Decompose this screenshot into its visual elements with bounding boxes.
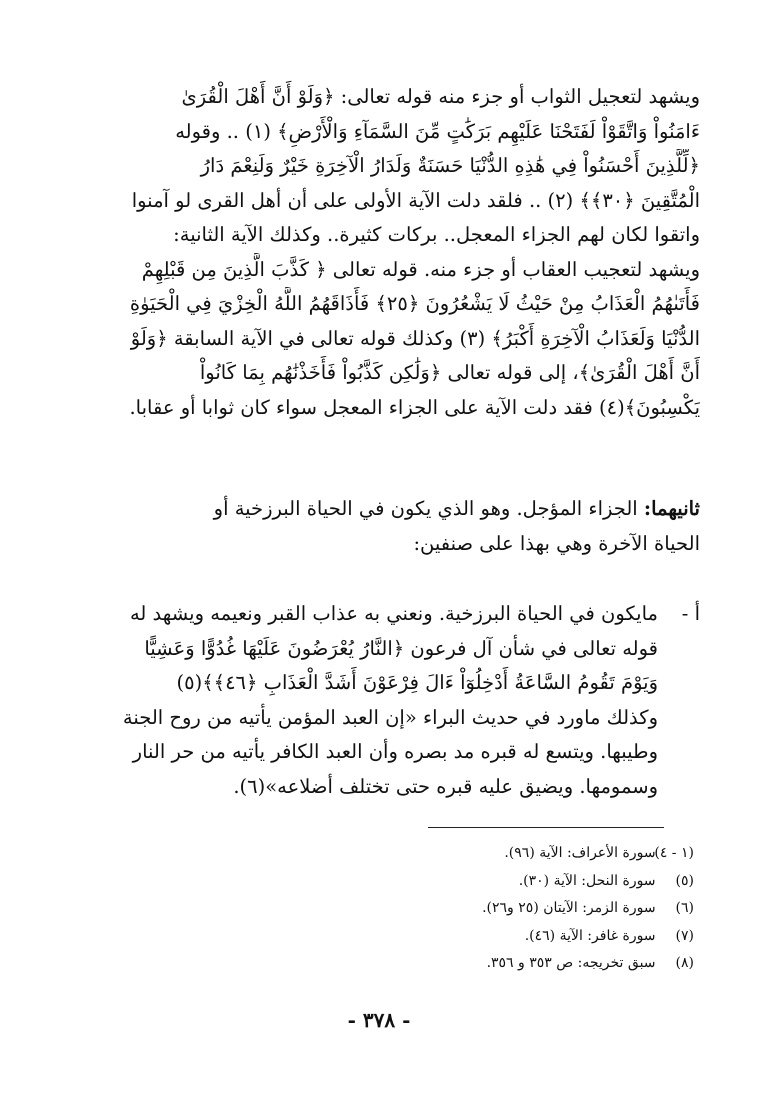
text-line: وطيبها. ويتسع له قبره مد بصره وأن العبد الكافر يأتيه من حر النار [132, 740, 658, 763]
text-line: الحياة الآخرة وهي بهذا على صنفين: [413, 531, 700, 555]
text-line: ﴿لِّلَّذِينَ أَحْسَنُواْ فِي هَٰذِهِ الدُّنْيَا حَسَنَةٌ وَلَدَارُ الْآخِرَةِ خَيْرٌ وَلَنِعْمَ دَارُ [200, 154, 700, 177]
text-line: قوله تعالى في شأن آل فرعون ﴿النَّارُ يُعْرَضُونَ عَلَيْهَا غُدُوًّا وَعَشِيًّا [144, 636, 658, 660]
footnote [274, 950, 694, 978]
footnote-text: سورة الزمر: الآيتان (٢٥ و٢٦). [482, 900, 656, 916]
list-item-barzakh [54, 597, 658, 804]
paragraph-deferred-reward [50, 492, 700, 561]
footnotes-list [274, 840, 694, 978]
footnote-text: سورة غافر: الآية (٤٦). [524, 927, 656, 944]
page-number: - ٣٧٨ - [347, 1008, 411, 1032]
footnote-number: (٦) [675, 900, 694, 916]
text-line: ويشهد لتعجيل الثواب أو جزء منه قوله تعالى: ﴿وَلَوْ أَنَّ أَهْلَ الْقُرَىٰ [181, 85, 700, 108]
text-fragment: الجزاء المؤجل. وهو الذي يكون في الحياة البرزخية أو [213, 497, 644, 520]
footnote-number: (٧) [675, 927, 694, 944]
footnote-number: (٨) [675, 955, 694, 971]
text-line: ويشهد لتعجيب العقاب أو جزء منه. قوله تعالى ﴿ كَذَّبَ الَّذِينَ مِن قَبْلِهِمْ [141, 257, 700, 281]
text-line: ءَامَنُواْ وَاتَّقَوْاْ لَفَتَحْنَا عَلَيْهِم بَرَكَٰتٍ مِّنَ السَّمَآءِ وَالْأَرْضِ﴾ (١) .. وقوله [175, 119, 700, 143]
footnote-text: سبق تخريجه: ص ٣٥٣ و ٣٥٦. [486, 955, 656, 971]
text-line: وسمومها. ويضيق عليه قبره حتى تختلف أضلاعه»(٦). [233, 774, 658, 798]
text-line: أَنَّ أَهْلَ الْقُرَىٰ﴾، إلى قوله تعالى ﴿وَلَٰكِن كَذَّبُواْ فَأَخَذْنَٰهُم بِمَا كَانُواْ [199, 361, 700, 384]
text-line: واتقوا لكان لهم الجزاء المعجل.. بركات كثيرة.. وكذلك الآية الثانية: [173, 223, 700, 246]
footnote [274, 923, 694, 951]
text-line: الدُّنْيَا وَلَعَذَابُ الْآخِرَةِ أَكْبَرُ﴾ (٣) وكذلك قوله تعالى في الآية السابقة ﴿وَلَوْ [130, 326, 700, 350]
footnote [274, 868, 694, 896]
footnote-divider [428, 827, 664, 828]
text-line: يَكْسِبُونَ﴾(٤) فقد دلت الآية على الجزاء المعجل سواء كان ثوابا أو عقابا. [129, 395, 700, 419]
footnote-number: (٥) [675, 872, 694, 889]
paragraph-rewards-punishment [50, 80, 700, 425]
footnote-number: (١ - ٤) [654, 845, 694, 861]
text-line: الْمُتَّقِينَ ﴿٣٠﴾﴾ (٢) .. فلقد دلت الآية الأولى على أن أهل القرى لو آمنوا [131, 188, 700, 212]
list-marker: أ - [681, 602, 700, 625]
text-line: مايكون في الحياة البرزخية. ونعني به عذاب القبر ونعيمه ويشهد له [129, 602, 658, 625]
text-line: فَأَتَىٰهُمُ الْعَذَابُ مِنْ حَيْثُ لَا يَشْعُرُونَ ﴿٢٥﴾ فَأَذَاقَهُمُ اللَّهُ الْخِزْيَ فِي الْحَيَوٰةِ [129, 292, 700, 315]
footnote [274, 840, 694, 868]
text-line [50, 492, 700, 527]
text-line: وَيَوْمَ تَقُومُ السَّاعَةُ أَدْخِلُوٓاْ ءَالَ فِرْعَوْنَ أَشَدَّ الْعَذَابِ ﴿٤٦﴾﴾(٥) [176, 671, 658, 694]
text-line: وكذلك ماورد في حديث البراء «إن العبد المؤمن يأتيه من روح الجنة [122, 705, 658, 729]
footnote-text: سورة النحل: الآية (٣٠). [518, 872, 656, 889]
footnote [274, 895, 694, 923]
footnote-text: سورة الأعراف: الآية (٩٦). [504, 845, 656, 861]
section-heading: ثانيهما: [643, 497, 700, 520]
